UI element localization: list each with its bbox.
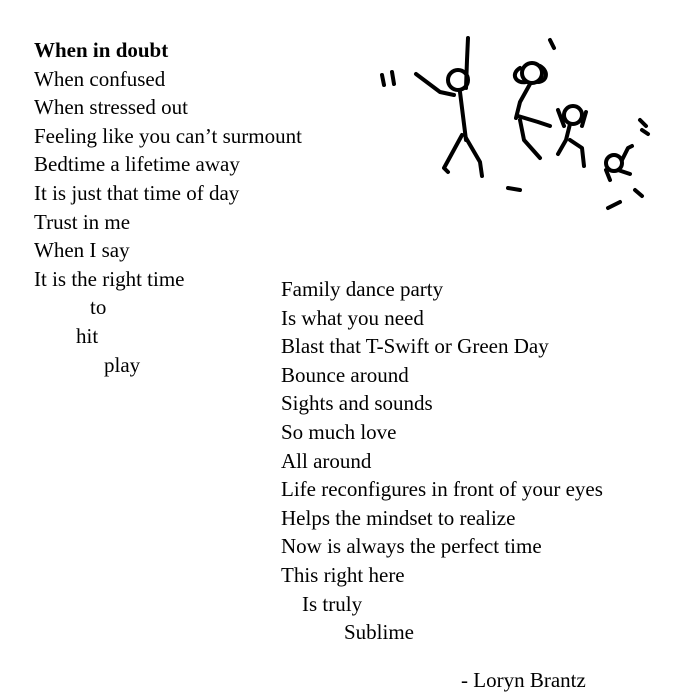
poem-line: to	[90, 295, 107, 320]
poem-signature: - Loryn Brantz	[461, 668, 586, 692]
poem-line: When stressed out	[34, 95, 188, 120]
poem-line: Is what you need	[281, 305, 424, 330]
poem-line: Family dance party	[281, 277, 444, 301]
poem-line: play	[104, 352, 141, 377]
poem-line: When in doubt	[34, 38, 169, 62]
poem-line: Bedtime a lifetime away	[34, 152, 240, 177]
poem-line: This right here	[281, 562, 405, 587]
poem-line: When I say	[34, 238, 130, 263]
poem-line: It is the right time	[34, 266, 185, 291]
poem-line: When confused	[34, 66, 166, 91]
poem-line: Now is always the perfect time	[281, 534, 542, 559]
poem-line: Trust in me	[34, 209, 131, 234]
poem-line: hit	[76, 323, 99, 348]
poem-stanza-2	[281, 275, 603, 647]
poem-line: Bounce around	[281, 362, 409, 387]
poem-line: All around	[281, 448, 372, 473]
poem-line: Sublime	[344, 620, 415, 645]
poem-line: Helps the mindset to realize	[281, 505, 516, 530]
poem-line: Is truly	[302, 591, 363, 616]
poem-line: Sights and sounds	[281, 391, 433, 416]
poem-line: Life reconfigures in front of your eyes	[281, 477, 603, 502]
poem-stanza-1	[34, 36, 302, 379]
poem-line: Blast that T-Swift or Green Day	[281, 334, 549, 359]
poem-line: Feeling like you can’t surmount	[34, 123, 302, 148]
poem-line: It is just that time of day	[34, 180, 240, 205]
poem-line: So much love	[281, 419, 397, 444]
dancing-family-icon	[370, 30, 670, 220]
